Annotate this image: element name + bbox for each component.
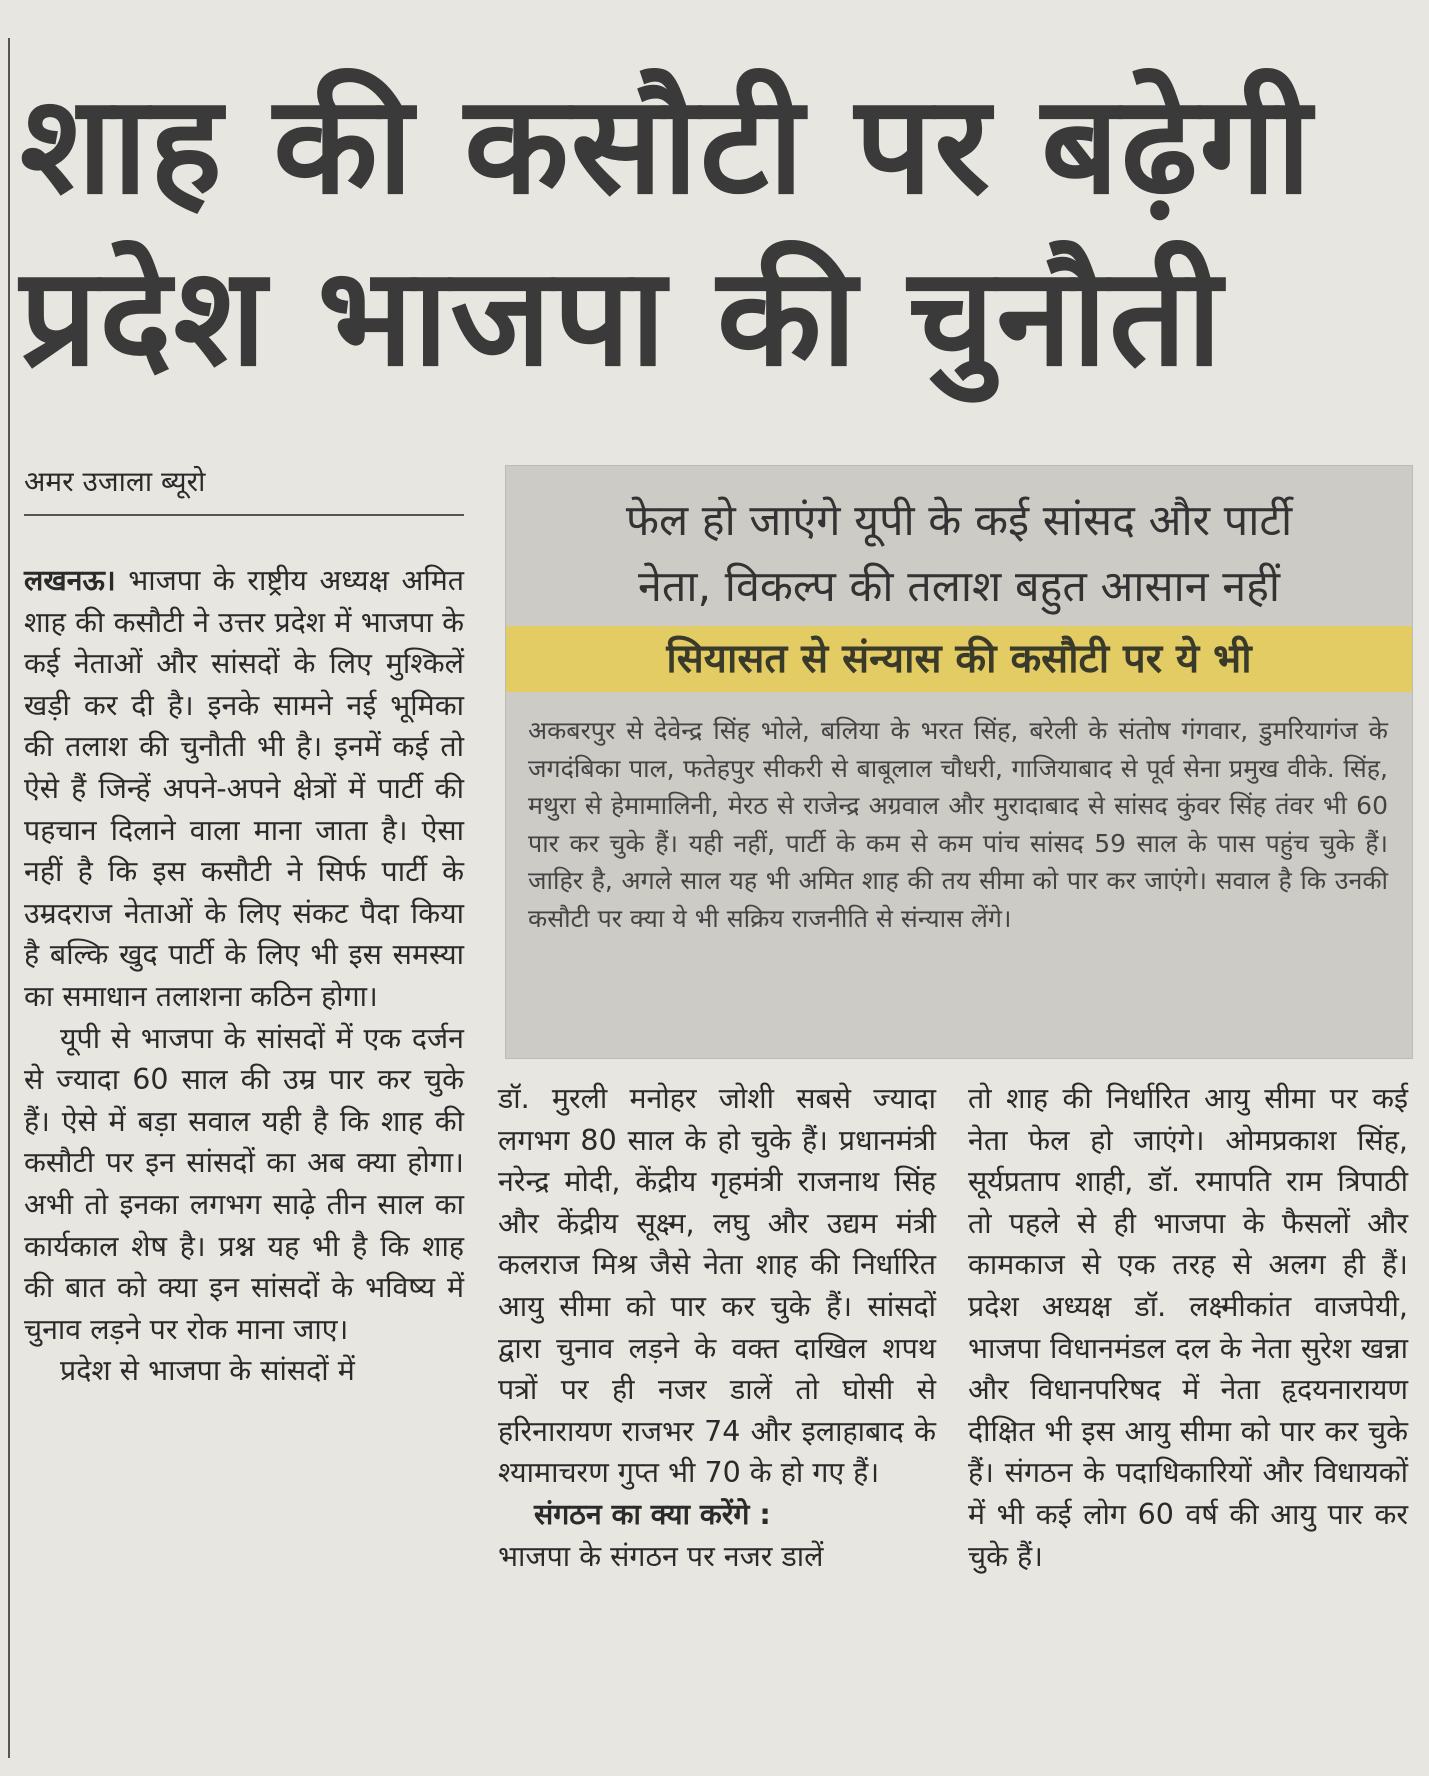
article-paragraph — [498, 1494, 936, 1536]
article-paragraph: प्रदेश से भाजपा के सांसदों में — [60, 1354, 355, 1388]
article-paragraph: भाजपा के संगठन पर नजर डालें — [498, 1539, 824, 1573]
subheading: संगठन का क्या करेंगे : — [534, 1497, 771, 1531]
article-paragraph: तो शाह की निर्धारित आयु सीमा पर कई नेता फेल हो जाएंगे। ओमप्रकाश सिंह, सूर्यप्रताप शाही, डॉ. रमापति राम त्रिपाठी तो पहले से ही भाजपा के फैसलों और कामकाज से एक तरह से अलग ही हैं। प्रदेश अध्यक्ष डॉ. लक्ष्मीकांत वाजपेयी, भाजपा विधानमंडल दल के नेता सुरेश खन्ना और विधानपरिषद में नेता हृदयनारायण दीक्षित भी इस आयु सीमा को पार कर चुके हैं। संगठन के पदाधिकारियों और विधायकों में भी कई लोग 60 वर्ष की आयु पार कर चुके हैं। — [968, 1082, 1408, 1573]
headline — [20, 60, 1420, 404]
article-column-1 — [24, 560, 464, 1392]
article-column-3 — [968, 1078, 1408, 1577]
article-column-2 — [498, 1078, 936, 1577]
box-deck-line-1: फेल हो जाएंगे यूपी के कई सांसद और पार्टी — [625, 496, 1293, 546]
column-rule — [8, 38, 10, 1758]
article-paragraph — [24, 560, 464, 1018]
headline-line-1: शाह की कसौटी पर बढ़ेगी — [20, 67, 1314, 225]
box-band-title: सियासत से संन्यास की कसौटी पर ये भी — [506, 626, 1412, 692]
highlight-box — [505, 465, 1413, 1059]
article-paragraph: डॉ. मुरली मनोहर जोशी सबसे ज्यादा लगभग 80 साल के हो चुके हैं। प्रधानमंत्री नरेन्द्र मोदी, केंद्रीय गृहमंत्री राजनाथ सिंह और केंद्रीय सूक्ष्म, लघु और उद्यम मंत्री कलराज मिश्र जैसे नेता शाह की निर्धारित आयु सीमा को पार कर चुके हैं। सांसदों द्वारा चुनाव लड़ने के वक्त दाखिल शपथ पत्रों पर ही नजर डालें तो घोसी से हरिनारायण राजभर 74 और इलाहाबाद के श्यामाचरण गुप्त भी 70 के हो गए हैं। — [498, 1082, 936, 1490]
article-paragraph: यूपी से भाजपा के सांसदों में एक दर्जन से ज्यादा 60 साल की उम्र पार कर चुके हैं। ऐसे में बड़ा सवाल यही है कि शाह की कसौटी पर इन सांसदों का अब क्या होगा। अभी तो इनका लगभग साढ़े तीन साल का कार्यकाल शेष है। प्रश्न यह भी है कि शाह की बात को क्या इन सांसदों के भविष्य में चुनाव लड़ने पर रोक माना जाए। — [24, 1021, 464, 1346]
box-deck-line-2: नेता, विकल्प की तलाश बहुत आसान नहीं — [637, 562, 1281, 612]
dateline: लखनऊ। — [24, 564, 116, 597]
headline-line-2: प्रदेश भाजपा की चुनौती — [20, 239, 1224, 397]
box-deck — [506, 488, 1412, 620]
byline: अमर उजाला ब्यूरो — [24, 462, 464, 516]
paragraph-text: भाजपा के राष्ट्रीय अध्यक्ष अमित शाह की कसौटी ने उत्तर प्रदेश में भाजपा के कई नेताओं और सांसदों के लिए मुश्किलें खड़ी कर दी है। इनके सामने नई भूमिका की तलाश की चुनौती भी है। इनमें कई तो ऐसे हैं जिन्हें अपने-अपने क्षेत्रों में पार्टी की पहचान दिलाने वाला माना जाता है। ऐसा नहीं है कि इस कसौटी ने सिर्फ पार्टी के उम्रदराज नेताओं के लिए संकट पैदा किया है बल्कि खुद पार्टी के लिए भी इस समस्या का समाधान तलाशना कठिन होगा। — [24, 564, 464, 1013]
box-body-text: अकबरपुर से देवेन्द्र सिंह भोले, बलिया के भरत सिंह, बरेली के संतोष गंगवार, डुमरियागंज के जगदंबिका पाल, फतेहपुर सीकरी से बाबूलाल चौधरी, गाजियाबाद से पूर्व सेना प्रमुख वीके. सिंह, मथुरा से हेमामालिनी, मेरठ से राजेन्द्र अग्रवाल और मुरादाबाद से सांसद कुंवर सिंह तंवर भी 60 पार कर चुके हैं। यही नहीं, पार्टी के कम से कम पांच सांसद 59 साल के पास पहुंच चुके हैं। जाहिर है, अगले साल यह भी अमित शाह की तय सीमा को पार कर जाएंगे। सवाल है कि उनकी कसौटी पर क्या ये भी सक्रिय राजनीति से संन्यास लेंगे। — [528, 716, 1388, 933]
